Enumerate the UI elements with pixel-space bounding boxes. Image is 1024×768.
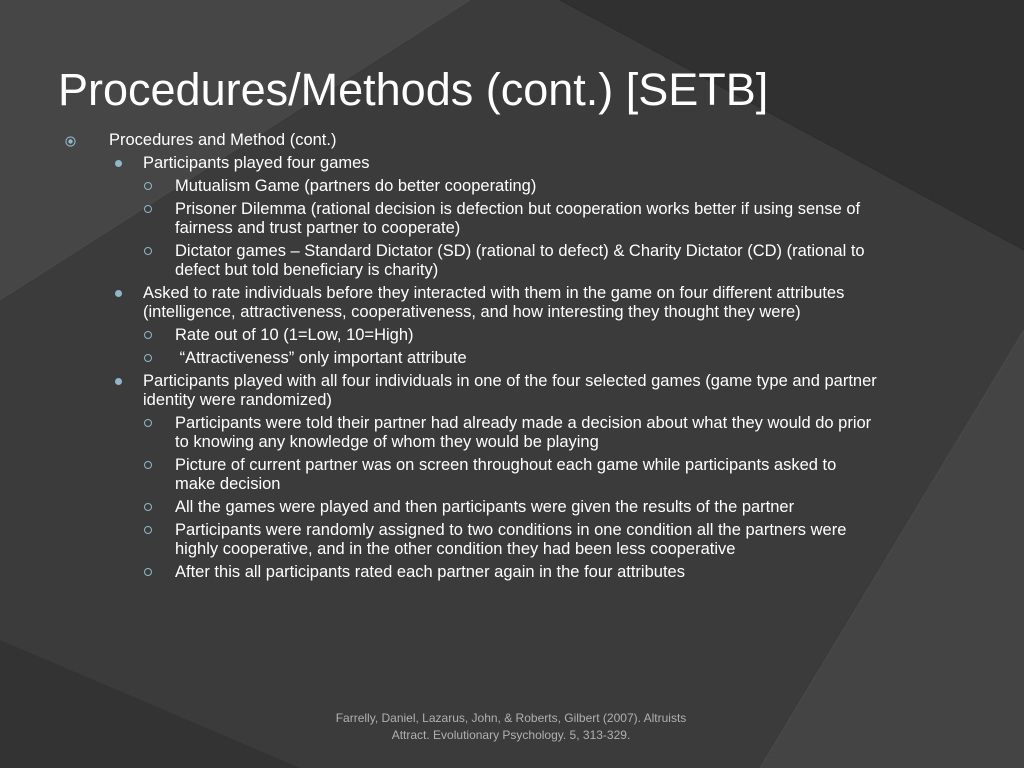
bullet-text: Participants played four games — [143, 154, 370, 172]
sub-bullet-item — [175, 242, 875, 280]
bullet-text: Asked to rate individuals before they interacted with them in the game on four different attributes (intelligence, attractiveness, cooperativeness, and how interesting they thought they were) — [143, 284, 845, 321]
sub-bullet-item — [175, 414, 875, 452]
bullet-item — [143, 372, 883, 410]
sub-bullet-item — [175, 200, 875, 238]
ring-bullet-icon — [144, 205, 152, 213]
sub-bullet-text: Picture of current partner was on screen throughout each game while participants asked to make decision — [175, 456, 837, 493]
sub-bullet-item — [175, 563, 875, 582]
sub-bullet-item — [175, 177, 875, 196]
bullet-item — [143, 284, 883, 322]
citation-footer: Farrelly, Daniel, Lazarus, John, & Roberts, Gilbert (2007). Altruists Attract. Evolutionary Psychology. 5, 313-329. — [335, 711, 687, 742]
sub-bullet-text: Dictator games – Standard Dictator (SD) (rational to defect) & Charity Dictator (CD) (rational to defect but told beneficiary is charity) — [175, 242, 865, 279]
slide-content — [0, 130, 1024, 582]
ring-bullet-icon — [144, 526, 152, 534]
sub-bullet-text: All the games were played and then participants were given the results of the partner — [175, 498, 795, 516]
sub-bullet-text: Prisoner Dilemma (rational decision is defection but cooperation works better if using sense of fairness and trust partner to cooperate) — [175, 200, 861, 237]
sub-bullet-text: Participants were randomly assigned to two conditions in one condition all the partners were highly cooperative, and in the other condition they had been less cooperative — [175, 521, 847, 558]
ring-bullet-icon — [144, 568, 152, 576]
dot-bullet-icon — [115, 378, 122, 385]
outline-level1-item — [109, 130, 1024, 150]
section-heading: Procedures and Method (cont.) — [109, 131, 337, 149]
sub-bullet-text: “Attractiveness” only important attribute — [175, 349, 467, 367]
bullet-text: Participants played with all four individuals in one of the four selected games (game type and partner identity were randomized) — [143, 372, 877, 409]
ring-bullet-icon — [144, 182, 152, 190]
sub-bullet-item — [175, 349, 875, 368]
sub-bullet-item — [175, 326, 875, 345]
ring-bullet-icon — [144, 503, 152, 511]
bullet-item — [143, 154, 883, 173]
dot-bullet-icon — [115, 290, 122, 297]
dot-bullet-icon — [115, 160, 122, 167]
sub-bullet-text: Participants were told their partner had already made a decision about what they would do prior to knowing any knowledge of whom they would be playing — [175, 414, 872, 451]
sub-bullet-item — [175, 498, 875, 517]
ring-bullet-icon — [144, 461, 152, 469]
sub-bullet-text: Rate out of 10 (1=Low, 10=High) — [175, 326, 414, 344]
target-bullet-icon — [65, 136, 76, 147]
sub-bullet-text: After this all participants rated each partner again in the four attributes — [175, 563, 685, 581]
sub-bullet-text: Mutualism Game (partners do better cooperating) — [175, 177, 537, 195]
ring-bullet-icon — [144, 419, 152, 427]
sub-bullet-item — [175, 456, 875, 494]
ring-bullet-icon — [144, 354, 152, 362]
sub-bullet-item — [175, 521, 875, 559]
slide-title: Procedures/Methods (cont.) [SETB] — [58, 64, 769, 115]
ring-bullet-icon — [144, 331, 152, 339]
ring-bullet-icon — [144, 247, 152, 255]
